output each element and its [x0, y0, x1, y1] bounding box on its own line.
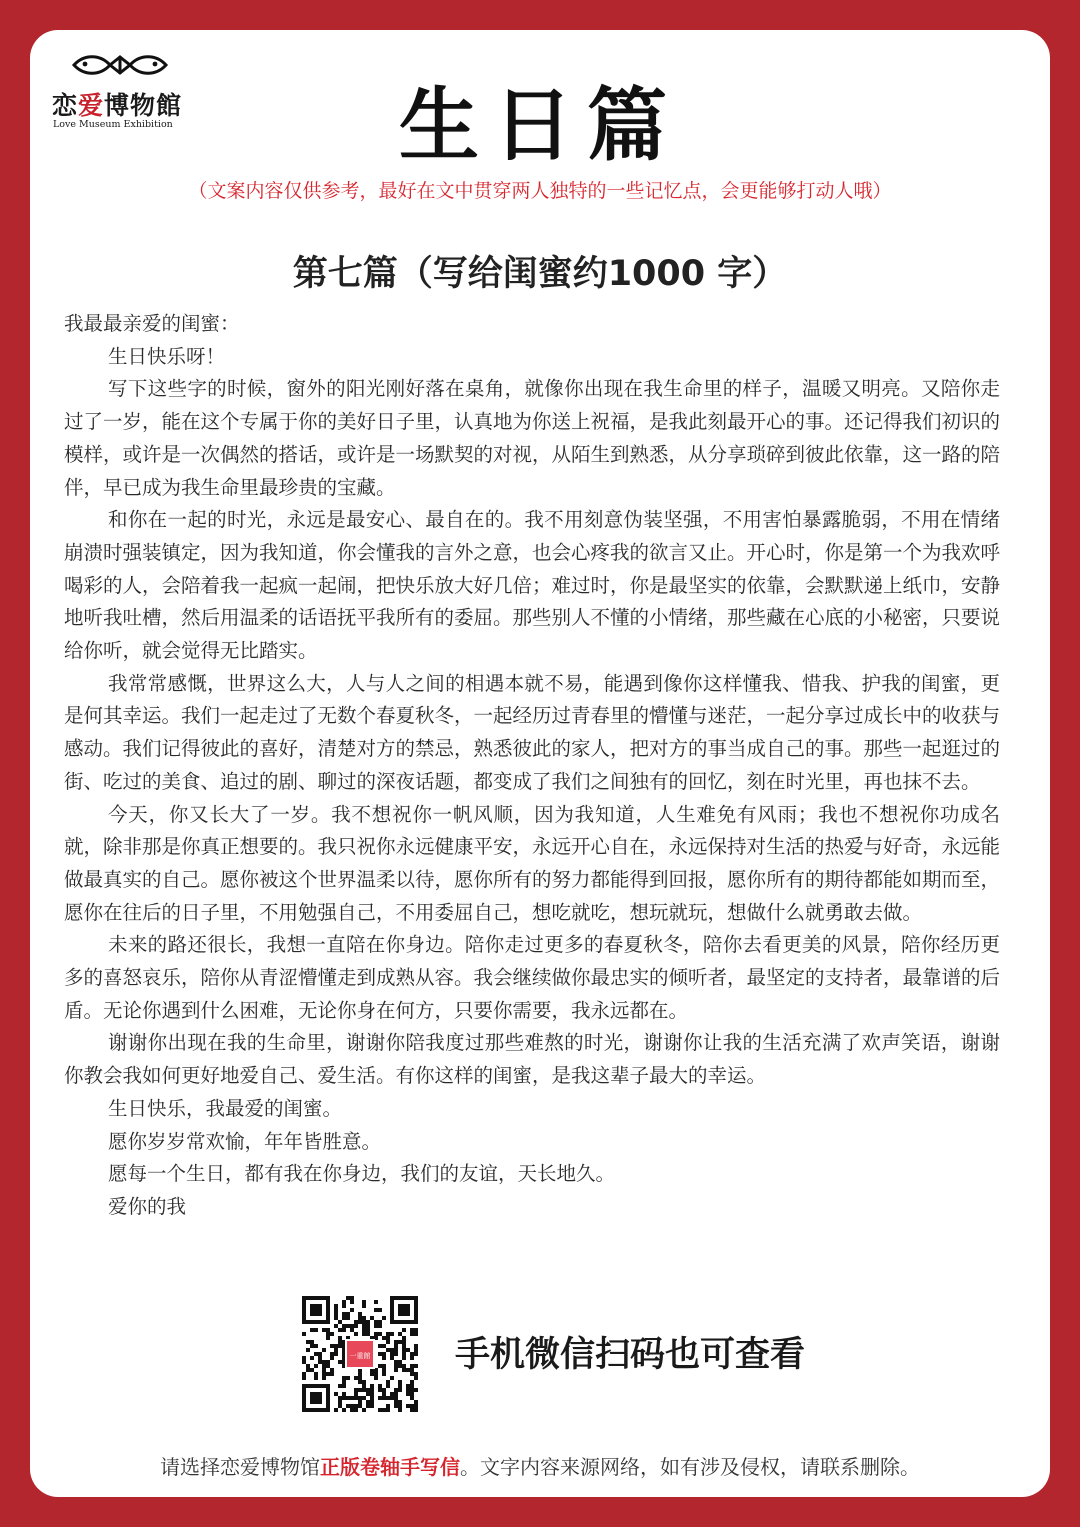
qr-caption: 手机微信扫码也可查看 — [455, 1335, 806, 1375]
letter-paragraph: 生日快乐呀！ — [108, 344, 226, 368]
letter-greeting: 我最最亲爱的闺蜜： — [64, 312, 240, 335]
letter-paragraph: 生日快乐，我最爱的闺蜜。 — [108, 1096, 343, 1120]
footer-note: 请选择恋爱博物馆正版卷轴手写信。文字内容来源网络，如有涉及侵权，请联系删除。 — [160, 1455, 920, 1479]
letter-paragraph: 谢谢你出现在我的生命里，谢谢你陪我度过那些难熬的时光，谢谢你让我的生活充满了欢声笑语，谢谢你教会我如何更好地爱自己、爱生活。有你这样的闺蜜，是我这辈子最大的幸运。 — [64, 1031, 1000, 1088]
letter-paragraph: 愿每一个生日，都有我在你身边，我们的友谊，天长地久。 — [108, 1162, 616, 1186]
letter-paragraph: 写下这些字的时候，窗外的阳光刚好落在桌角，就像你出现在我生命里的样子，温暖又明亮。又陪你走过了一岁，能在这个专属于你的美好日子里，认真地为你送上祝福，是我此刻最开心的事。还记得我们初识的模样，或许是一次偶然的搭话，或许是一场默契的对视，从陌生到熟悉，从分享琐碎到彼此依靠，这一路的陪伴，早已成为我生命里最珍贵的宝藏。 — [64, 377, 1001, 499]
letter-paragraph: 我常常感慨，世界这么大，人与人之间的相遇本就不易，能遇到像你这样懂我、惜我、护我的闺蜜，更是何其幸运。我们一起走过了无数个春夏秋冬，一起经历过青春里的懵懂与迷茫，一起分享过成长中的收获与感动。我们记得彼此的喜好，清楚对方的禁忌，熟悉彼此的家人，把对方的事当成自己的事。那些一起逛过的街、吃过的美食、追过的剧、聊过的深夜话题，都变成了我们之间独有的回忆，刻在时光里，再也抹不去。 — [64, 671, 1001, 793]
letter-paragraph: 未来的路还很长，我想一直陪在你身边。陪你走过更多的春夏秋冬，陪你去看更美的风景，陪你经历更多的喜怒哀乐，陪你从青涩懵懂走到成熟从容。我会继续做你最忠实的倾听者，最坚定的支持者，最靠谱的后盾。无论你遇到什么困难，无论你身在何方，只要你需要，我永远都在。 — [64, 933, 1001, 1022]
letter-paragraph: 和你在一起的时光，永远是最安心、最自在的。我不用刻意伪装坚强，不用害怕暴露脆弱，不用在情绪崩溃时强装镇定，因为我知道，你会懂我的言外之意，也会心疼我的欲言又止。开心时，你是第一个为我欢呼喝彩的人，会陪着我一起疯一起闹，把快乐放大好几倍；难过时，你是最坚实的依靠，会默默递上纸巾，安静地听我吐槽，然后用温柔的话语抚平我所有的委屈。那些别人不懂的小情绪，那些藏在心底的小秘密，只要说给你听，就会觉得无比踏实。 — [64, 508, 1001, 663]
footer-highlight[interactable]: 正版卷轴手写信 — [320, 1455, 460, 1479]
letter-paragraph: 愿你岁岁常欢愉，年年皆胜意。 — [108, 1129, 382, 1153]
letter-signature: 爱你的我 — [108, 1194, 187, 1218]
page-title: 生日篇 — [399, 78, 681, 172]
reference-note: （文案内容仅供参考，最好在文中贯穿两人独特的一些记忆点，会更能够打动人哦） — [188, 180, 892, 202]
qr-center-label: 一重館 — [349, 1352, 371, 1360]
letter-paragraph: 今天，你又长大了一岁。我不想祝你一帆风顺，因为我知道，人生难免有风雨；我也不想祝你功成名就，除非那是你真正想要的。我只祝你永远健康平安，永远开心自在，永远保持对生活的热爱与好奇，永远能做最真实的自己。愿你被这个世界温柔以待，愿你所有的努力都能得到回报，愿你所有的期待都能如期而至，愿你在往后的日子里，不用勉强自己，不用委屈自己，想吃就吃，想玩就玩，想做什么就勇敢去做。 — [64, 802, 1001, 924]
logo-name: 恋爱博物館 — [52, 91, 183, 120]
letter-body — [64, 308, 1000, 1224]
page-card — [30, 30, 1050, 1497]
qr-code-icon — [294, 1288, 426, 1420]
fish-icon — [70, 52, 170, 78]
logo-subtitle: Love Museum Exhibition — [53, 119, 173, 130]
section-subtitle: 第七篇（写给闺蜜约1000 字） — [292, 254, 788, 294]
qr-code[interactable] — [294, 1288, 426, 1420]
